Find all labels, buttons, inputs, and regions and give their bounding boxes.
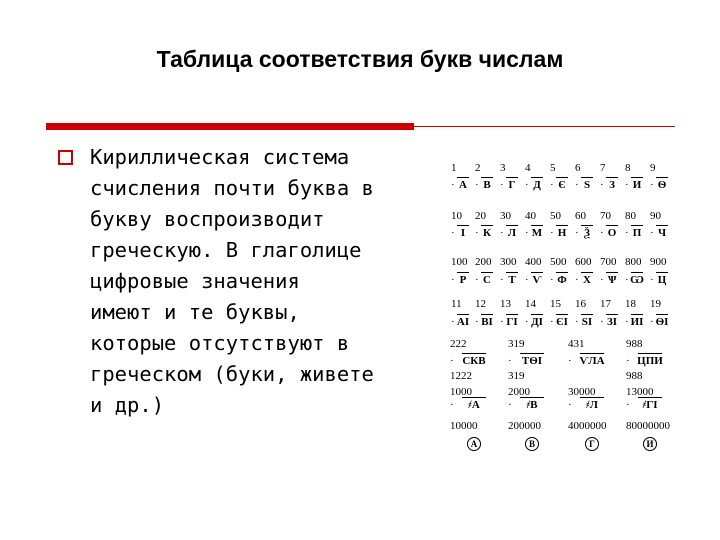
bullet-line: греческую. В глаголице [90,238,362,262]
numeral-letter: Р · [451,274,475,286]
numeral-value: 319 [508,338,525,350]
bullet-line: Кириллическая система [90,145,350,169]
numeral-value: 17 [600,298,611,310]
hollow-square-icon [58,150,73,165]
numeral-value: 13000 [626,386,654,398]
numeral-letter: Ѵ · [525,274,549,286]
numeral-letter: ДІ · [525,316,549,328]
numeral-value: 700 [600,256,617,268]
numeral-letter: Н · [550,227,574,239]
numeral-value: 50 [550,210,561,222]
numeral-letter: ТѲІ · [508,355,556,367]
bullet-line: цифровые значения [90,269,300,293]
numeral-value: 200 [475,256,492,268]
numeral-value: 600 [575,256,592,268]
numeral-value: 40 [525,210,536,222]
numeral-letter: С · [475,274,499,286]
numeral-letter: Ѕ · [575,179,599,191]
numeral-value: 988 [626,370,643,382]
numeral-letter: Ѱ · [600,274,624,286]
numeral-value: 7 [600,162,606,174]
numeral-letter: З · [600,179,624,191]
numeral-letter: Ч · [650,227,674,239]
numeral-letter: ГІ · [500,316,524,328]
numeral-letter: СКВ · [450,355,498,367]
numeral-letter: Ѡ · [625,274,649,286]
numeral-letter: О · [600,227,624,239]
numeral-letter: Є · [550,179,574,191]
numeral-letter: ҂А · [450,399,498,411]
numeral-letter: ЅІ · [575,316,599,328]
numeral-value: 10 [451,210,462,222]
numeral-value: 400 [525,256,542,268]
numeral-letter: К · [475,227,499,239]
numeral-value: 14 [525,298,536,310]
numeral-value: 10000 [450,420,478,432]
numeral-value: 16 [575,298,586,310]
numeral-letter: Ѳ · [650,179,674,191]
numeral-letter: ѲІ · [650,316,674,328]
numeral-letter: ҂В · [508,399,556,411]
numeral-value: 80 [625,210,636,222]
title-divider-bar [46,123,414,130]
numeral-value: 19 [650,298,661,310]
numeral-letter: ЗІ · [600,316,624,328]
numeral-letter: Ц · [650,274,674,286]
numeral-value: 8 [625,162,631,174]
numeral-value: 13 [500,298,511,310]
numeral-letter: ЦПИ · [626,355,674,367]
numeral-value: 60 [575,210,586,222]
numeral-letter: Л · [500,227,524,239]
numeral-letter: Г [568,434,616,452]
numeral-letter: А · [451,179,475,191]
bullet-line: счисления почти буква в [90,176,374,200]
numeral-letter: ВІ · [475,316,499,328]
numeral-letter: ҂Л · [568,399,616,411]
numeral-letter: Х · [575,274,599,286]
numeral-value: 319 [508,370,525,382]
numeral-value: 9 [650,162,656,174]
numeral-value: 1 [451,162,457,174]
bullet-line: букву воспроизводит [90,207,325,231]
numeral-letter: М · [525,227,549,239]
slide-title: Таблица соответствия букв числам [156,46,564,72]
numeral-letter: В · [475,179,499,191]
numeral-letter: Т · [500,274,524,286]
bullet-line: которые отсутствуют в [90,331,350,355]
numeral-value: 5 [550,162,556,174]
numeral-value: 80000000 [626,420,670,432]
numeral-value: 11 [451,298,462,310]
numeral-value: 15 [550,298,561,310]
numeral-letter: ҂ГІ · [626,399,674,411]
numeral-letter: І · [451,227,475,239]
numeral-value: 1222 [450,370,472,382]
numeral-value: 30000 [568,386,596,398]
numeral-value: 2 [475,162,481,174]
numeral-value: 100 [451,256,468,268]
numeral-value: 800 [625,256,642,268]
numeral-letter: И · [625,179,649,191]
numeral-value: 900 [650,256,667,268]
numeral-value: 3 [500,162,506,174]
numeral-value: 200000 [508,420,541,432]
numeral-letter: Ф · [550,274,574,286]
bullet-line: греческом (буки, живете [90,362,374,386]
numeral-letter: Г · [500,179,524,191]
numeral-value: 18 [625,298,636,310]
bullet-text [90,142,435,421]
numeral-letter: Ѯ · [575,227,599,239]
numeral-value: 12 [475,298,486,310]
numeral-value: 431 [568,338,585,350]
numeral-letter: ЄІ · [550,316,574,328]
numeral-letter: АІ · [451,316,475,328]
bullet-line: и др.) [90,393,165,417]
numeral-value: 2000 [508,386,530,398]
numeral-value: 988 [626,338,643,350]
numeral-value: 4 [525,162,531,174]
numeral-value: 500 [550,256,567,268]
numeral-value: 300 [500,256,517,268]
bullet-line: имеют и те буквы, [90,300,300,324]
numeral-letter: ИІ · [625,316,649,328]
numeral-value: 20 [475,210,486,222]
numeral-table-image [448,158,676,450]
numeral-value: 30 [500,210,511,222]
numeral-value: 6 [575,162,581,174]
numeral-value: 4000000 [568,420,607,432]
numeral-value: 90 [650,210,661,222]
numeral-value: 70 [600,210,611,222]
numeral-letter: ѴЛА · [568,355,616,367]
numeral-letter: П · [625,227,649,239]
numeral-value: 222 [450,338,467,350]
numeral-letter: А [450,434,498,452]
numeral-letter: В [508,434,556,452]
numeral-letter: И [626,434,674,452]
numeral-letter: Д · [525,179,549,191]
numeral-value: 1000 [450,386,472,398]
